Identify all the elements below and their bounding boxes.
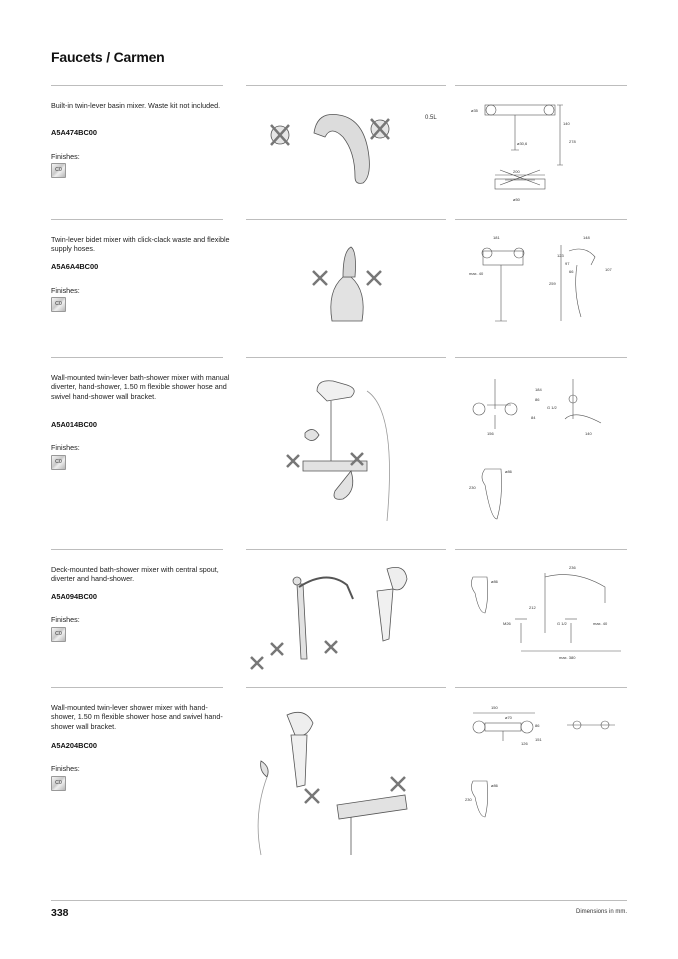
section-divider bbox=[455, 85, 627, 86]
technical-drawing bbox=[465, 95, 629, 207]
section-divider bbox=[51, 687, 223, 688]
section-divider bbox=[51, 357, 223, 358]
svg-text:66: 66 bbox=[569, 269, 574, 274]
section-divider bbox=[246, 219, 446, 220]
svg-text:97: 97 bbox=[565, 261, 570, 266]
product-section bbox=[51, 357, 627, 542]
finishes-label: Finishes: bbox=[51, 286, 80, 295]
svg-text:151: 151 bbox=[535, 737, 542, 742]
section-divider bbox=[455, 357, 627, 358]
svg-text:ø50: ø50 bbox=[513, 197, 520, 202]
svg-text:ø35: ø35 bbox=[471, 108, 478, 113]
svg-text:G 1/2: G 1/2 bbox=[547, 405, 557, 410]
technical-drawing bbox=[465, 701, 629, 831]
product-code: A5A094BC00 bbox=[51, 592, 98, 601]
section-divider bbox=[246, 687, 446, 688]
product-photo bbox=[247, 371, 447, 533]
finishes-label: Finishes: bbox=[51, 615, 80, 624]
technical-drawing bbox=[465, 563, 629, 673]
finishes-label: Finishes: bbox=[51, 443, 80, 452]
product-code: A5A6A4BC00 bbox=[51, 262, 99, 271]
svg-text:ø86: ø86 bbox=[505, 469, 512, 474]
svg-text:max. 380: max. 380 bbox=[559, 655, 576, 660]
svg-text:212: 212 bbox=[529, 605, 536, 610]
product-photo bbox=[247, 705, 447, 860]
dimensions-note: Dimensions in mm. bbox=[575, 909, 627, 915]
section-divider bbox=[455, 219, 627, 220]
svg-text:230: 230 bbox=[465, 797, 472, 802]
section-divider bbox=[51, 549, 223, 550]
svg-text:230: 230 bbox=[469, 485, 476, 490]
chrome-finish-swatch: C0 bbox=[51, 776, 66, 791]
product-section bbox=[51, 549, 627, 679]
product-description: Wall-mounted twin-lever bath-shower mixer with manual diverter, hand-shower, 1.50 m flexible shower hose and swivel hand-shower wall bracket. bbox=[51, 373, 230, 401]
product-code: A5A014BC00 bbox=[51, 420, 98, 429]
section-divider bbox=[455, 549, 627, 550]
svg-text:150: 150 bbox=[491, 705, 498, 710]
svg-text:123: 123 bbox=[557, 253, 564, 258]
page-title: Faucets / Carmen bbox=[51, 49, 165, 65]
section-divider bbox=[455, 687, 627, 688]
svg-text:278: 278 bbox=[569, 139, 576, 144]
svg-text:M26: M26 bbox=[503, 621, 511, 626]
svg-text:ø70: ø70 bbox=[505, 715, 512, 720]
product-description: Wall-mounted twin-lever shower mixer with hand-shower, 1.50 m flexible shower hose and swivel hand-shower wall bracket. bbox=[51, 703, 223, 731]
product-code: A5A204BC00 bbox=[51, 741, 98, 750]
svg-text:86: 86 bbox=[535, 723, 540, 728]
svg-text:G 1/2: G 1/2 bbox=[557, 621, 567, 626]
product-description: Deck-mounted bath-shower mixer with central spout, diverter and hand-shower. bbox=[51, 565, 219, 584]
product-photo bbox=[247, 97, 447, 197]
svg-text:86: 86 bbox=[535, 397, 540, 402]
product-section bbox=[51, 85, 627, 215]
product-description: Twin-lever bidet mixer with click-clack waste and flexible supply hoses. bbox=[51, 235, 230, 254]
svg-text:107: 107 bbox=[605, 267, 612, 272]
chrome-finish-swatch: C0 bbox=[51, 297, 66, 312]
section-divider bbox=[246, 549, 446, 550]
svg-text:126: 126 bbox=[521, 741, 528, 746]
svg-text:84: 84 bbox=[531, 415, 536, 420]
product-section bbox=[51, 219, 627, 349]
svg-text:ø86: ø86 bbox=[491, 579, 498, 584]
product-photo bbox=[247, 559, 447, 677]
section-divider bbox=[51, 85, 223, 86]
product-code: A5A474BC00 bbox=[51, 128, 98, 137]
technical-drawing bbox=[465, 369, 629, 539]
product-photo bbox=[247, 231, 447, 335]
section-divider bbox=[246, 85, 446, 86]
svg-text:140: 140 bbox=[585, 431, 592, 436]
volume-badge: 0.5L bbox=[425, 115, 437, 121]
svg-text:140: 140 bbox=[563, 121, 570, 126]
product-section bbox=[51, 687, 627, 882]
footer-divider bbox=[51, 900, 627, 901]
finishes-label: Finishes: bbox=[51, 764, 80, 773]
technical-drawing bbox=[465, 231, 629, 343]
svg-text:236: 236 bbox=[569, 565, 576, 570]
svg-text:181: 181 bbox=[493, 235, 500, 240]
chrome-finish-swatch: C0 bbox=[51, 627, 66, 642]
finishes-label: Finishes: bbox=[51, 152, 80, 161]
svg-text:156: 156 bbox=[487, 431, 494, 436]
svg-text:max. 40: max. 40 bbox=[469, 271, 484, 276]
svg-text:259: 259 bbox=[549, 281, 556, 286]
svg-text:ø30,6: ø30,6 bbox=[517, 141, 528, 146]
svg-text:max. 40: max. 40 bbox=[593, 621, 608, 626]
chrome-finish-swatch: C0 bbox=[51, 163, 66, 178]
svg-text:ø86: ø86 bbox=[491, 783, 498, 788]
page-number: 338 bbox=[51, 907, 69, 919]
svg-text:148: 148 bbox=[583, 235, 590, 240]
section-divider bbox=[246, 357, 446, 358]
product-description: Built-in twin-lever basin mixer. Waste kit not included. bbox=[51, 101, 221, 110]
chrome-finish-swatch: C0 bbox=[51, 455, 66, 470]
svg-text:184: 184 bbox=[535, 387, 542, 392]
svg-text:200: 200 bbox=[513, 169, 520, 174]
section-divider bbox=[51, 219, 223, 220]
